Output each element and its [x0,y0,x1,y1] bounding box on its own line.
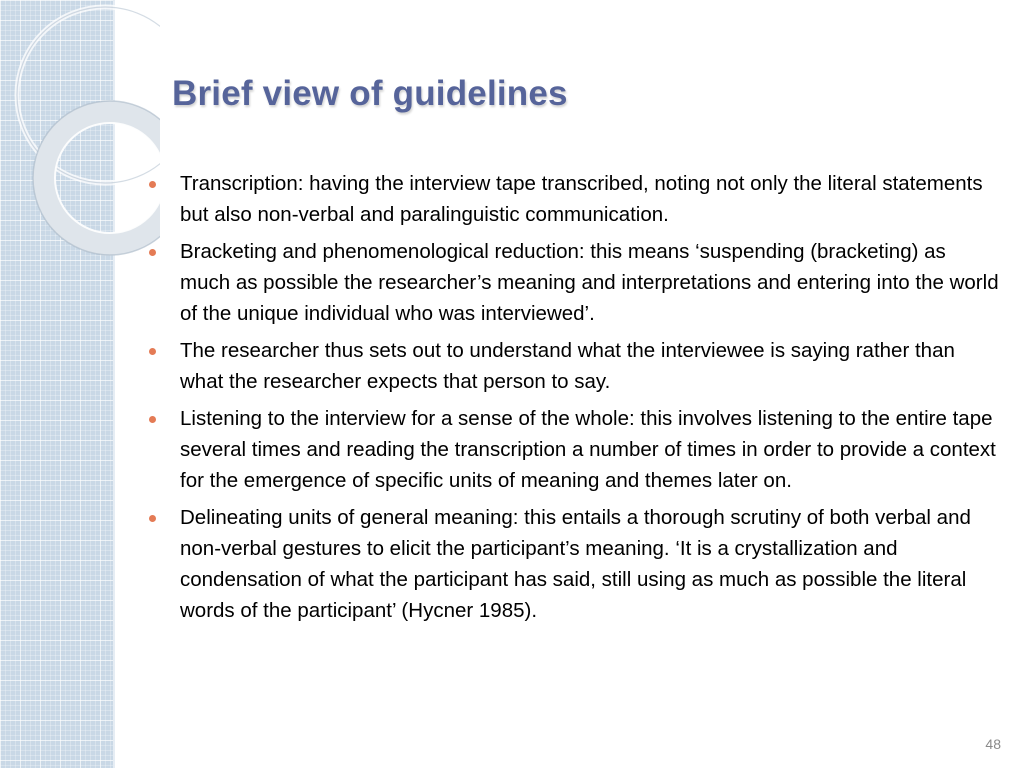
bullet-text: Listening to the interview for a sense of the whole: this involves listening to the entire tape several times and reading the transcription a number of times in order to provide a context for the emergence of specific units of meaning and themes later on. [180,407,996,492]
bullet-dot-icon [149,348,156,355]
bullet-text: Transcription: having the interview tape transcribed, noting not only the literal statements but also non-verbal and paralinguistic communication. [180,172,983,226]
bullet-text: The researcher thus sets out to understand what the interviewee is saying rather than what the researcher expects that person to say. [180,339,955,393]
bullet-item [149,168,999,230]
bullet-item [149,335,999,397]
bullet-text: Bracketing and phenomenological reduction: this means ‘suspending (bracketing) as much as possible the researcher’s meaning and interpretations and entering into the world of the unique individual who was interviewed’. [180,240,999,325]
bullet-list [149,168,999,632]
bullet-dot-icon [149,416,156,423]
bullet-item [149,403,999,496]
bullet-dot-icon [149,181,156,188]
bullet-dot-icon [149,249,156,256]
bullet-item [149,236,999,329]
bullet-text: Delineating units of general meaning: this entails a thorough scrutiny of both verbal and non-verbal gestures to elicit the participant’s meaning. ‘It is a crystallization and condensation of what the participant has said, still using as much as possible the literal words of the participant’ (Hycner 1985). [180,506,971,622]
bullet-dot-icon [149,515,156,522]
decorative-rings [0,0,160,300]
page-number: 48 [985,736,1001,752]
bullet-item [149,502,999,626]
slide-title: Brief view of guidelines [172,74,568,113]
